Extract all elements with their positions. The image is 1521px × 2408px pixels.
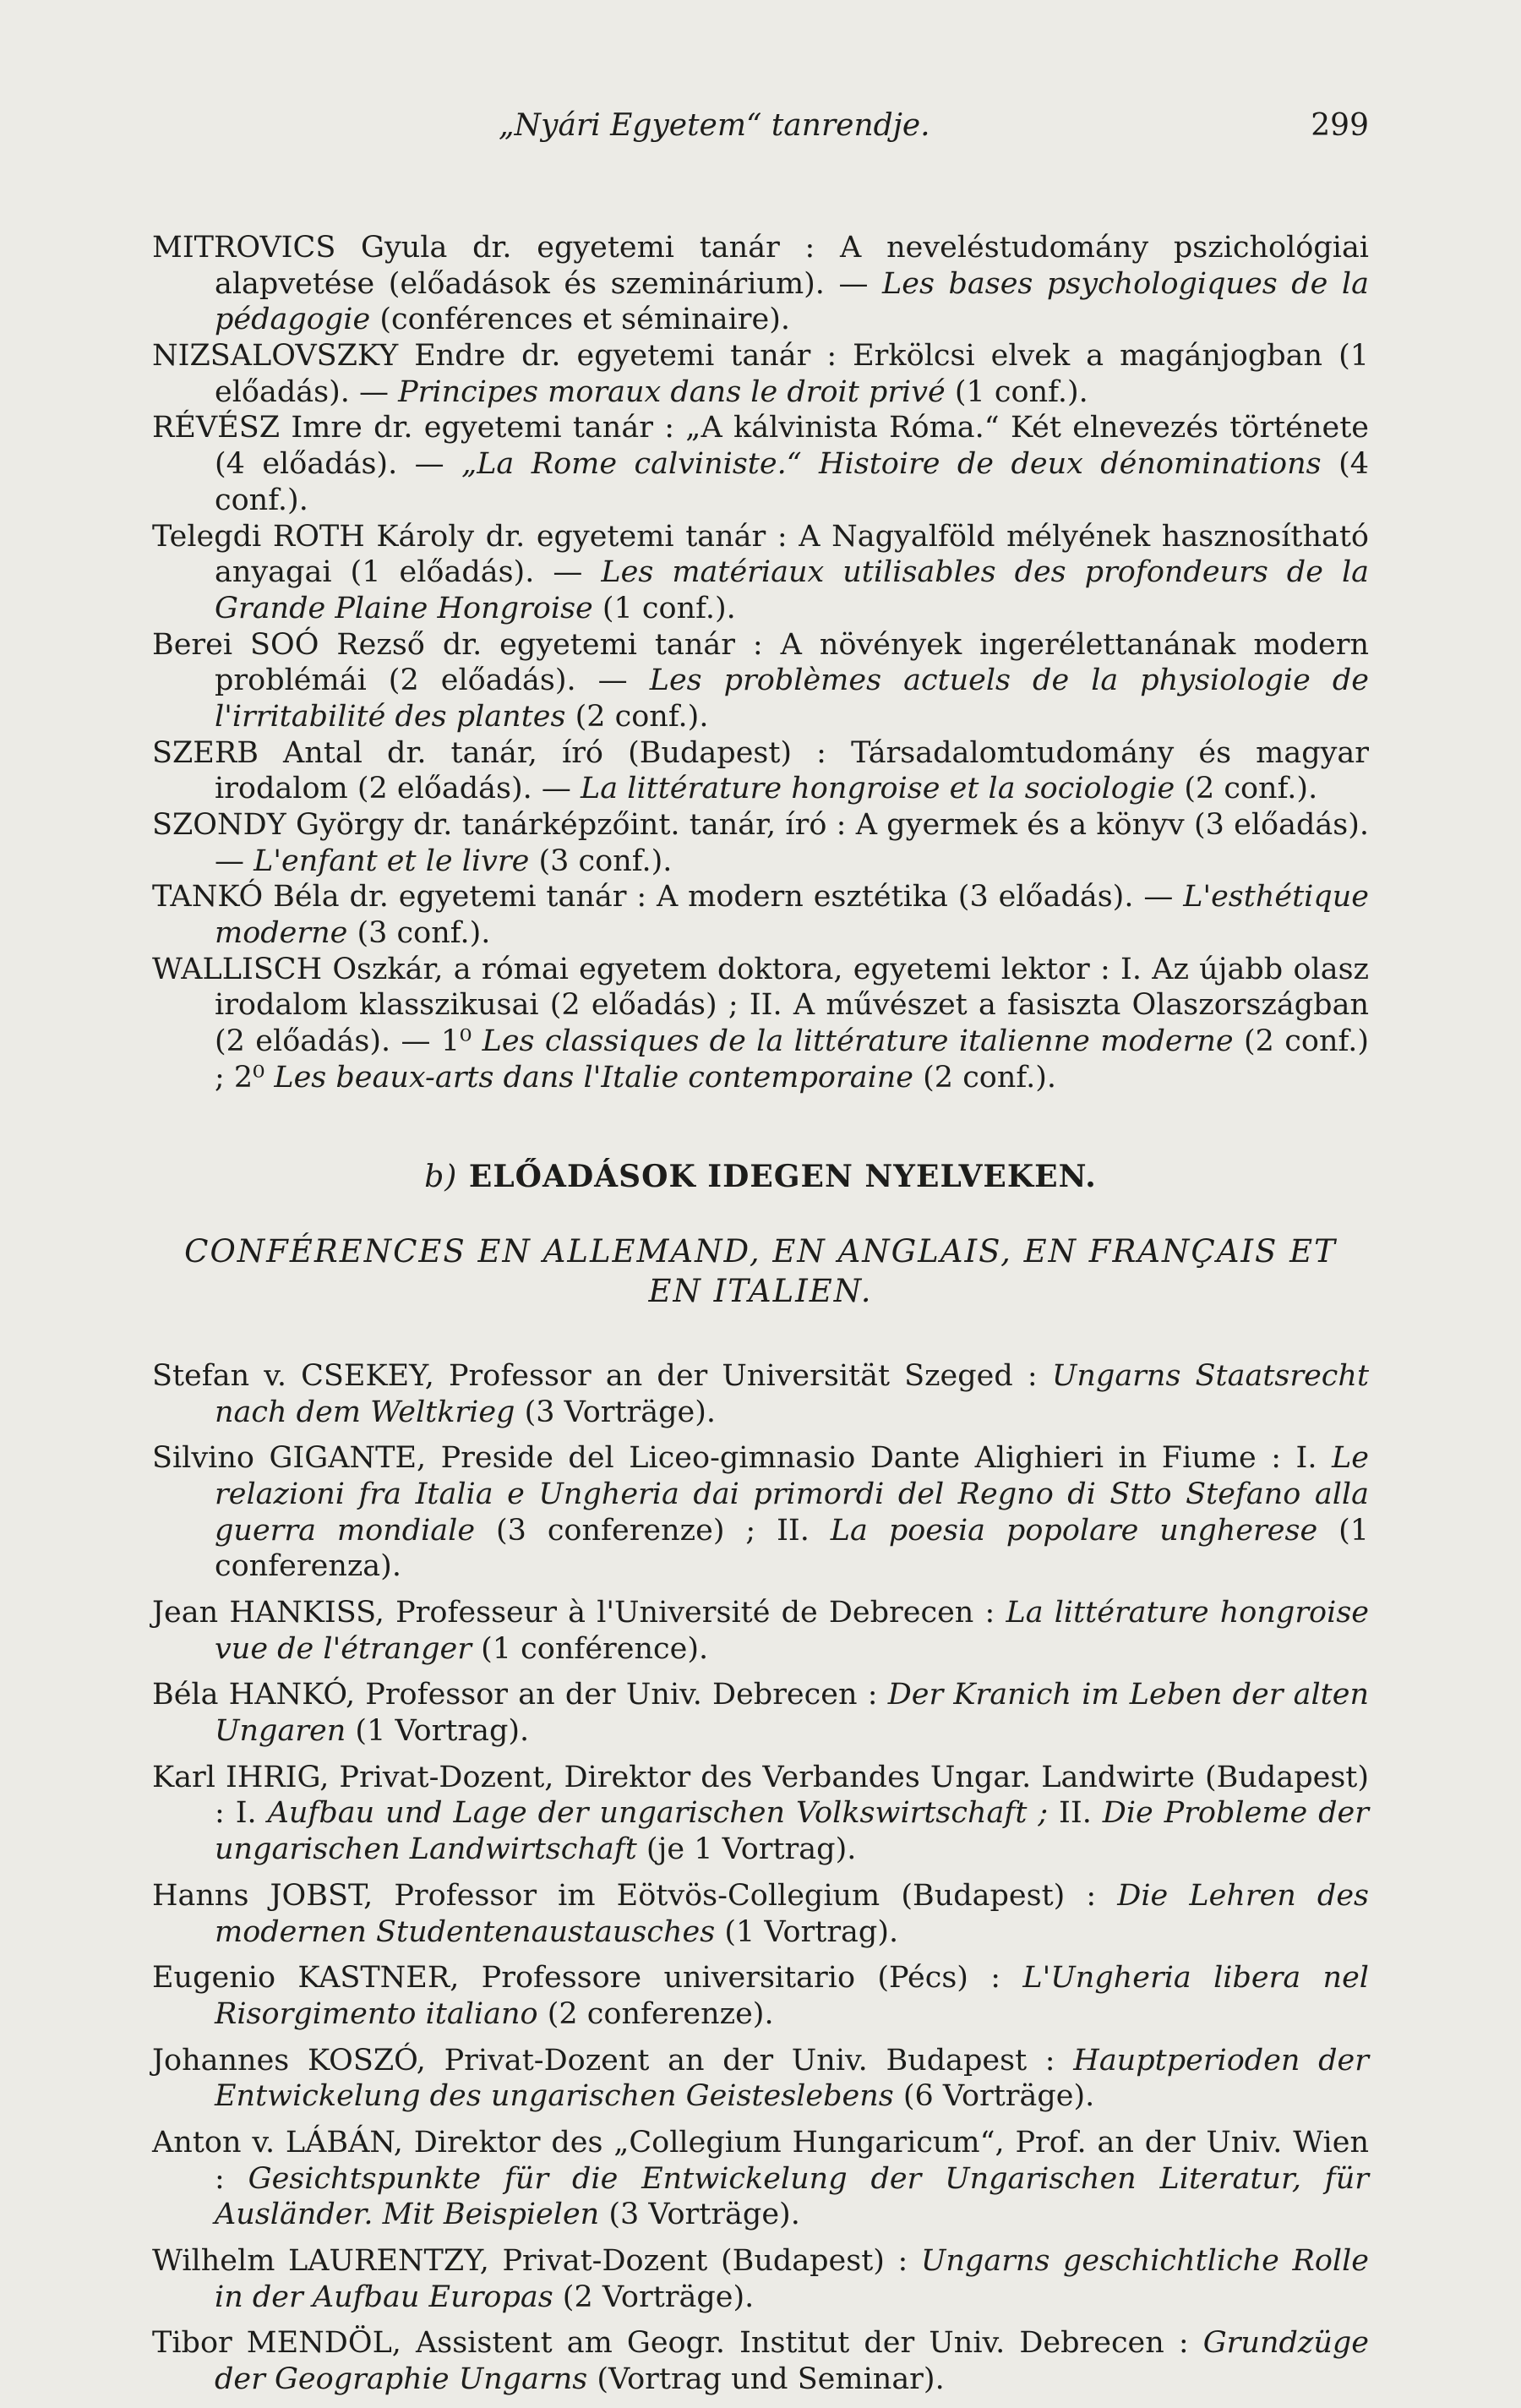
lecture-text: (conférences et séminaire).	[370, 303, 791, 337]
lecture-text: (3 conf.).	[529, 844, 673, 878]
lecture-text: NIZSALOVSZKY Endre dr. egyetemi tanár : Erkölcsi elvek a magánjogban (1 előadás). —	[152, 339, 1369, 409]
lecture-text: Tibor MENDÖL, Assistent am Geogr. Institut der Univ. Debrecen :	[152, 2326, 1203, 2361]
lecture-text: Jean HANKISS, Professeur à l'Université de Debrecen :	[152, 1596, 1006, 1630]
lecture-text: (3 Vorträge).	[599, 2198, 800, 2232]
lecture-title: „La Rome calviniste.“ Histoire de deux dénominations	[461, 447, 1322, 482]
lecture-entry	[152, 2243, 1369, 2315]
lecture-list-foreign	[152, 1358, 1369, 2398]
lecture-entry	[152, 627, 1369, 735]
lecture-title: Les beaux-arts dans l'Italie contemporaine	[274, 1060, 914, 1095]
lecture-text: Johannes KOSZÓ, Privat-Dozent an der Univ. Budapest :	[152, 2043, 1074, 2078]
section-title: ELŐADÁSOK IDEGEN NYELVEKEN.	[468, 1158, 1097, 1194]
running-head: „Nyári Egyetem“ tanrendje.	[499, 108, 930, 143]
lecture-title: La poesia popolare ungherese	[830, 1513, 1318, 1548]
lecture-entry	[152, 1677, 1369, 1749]
section-heading	[152, 1159, 1369, 1196]
lecture-title: Les problèmes actuels de la physiologie de l'irritabilité des plantes	[215, 663, 1369, 734]
lecture-text: Eugenio KASTNER, Professore universitario (Pécs) :	[152, 1961, 1023, 1996]
lecture-entry	[152, 2125, 1369, 2233]
lecture-entry	[152, 1960, 1369, 2032]
lecture-title: Grundzüge der Geographie Ungarns	[215, 2326, 1369, 2397]
lecture-text: (je 1 Vortrag).	[636, 1832, 857, 1867]
lecture-entry	[152, 879, 1369, 951]
lecture-entry	[152, 230, 1369, 338]
lecture-text: Berei SOÓ Rezső dr. egyetemi tanár : A növények ingerélettanának modern problémái (2 előadás). —	[152, 627, 1369, 698]
lecture-title: Les matériaux utilisables des profondeurs de la Grande Plaine Hongroise	[215, 555, 1370, 625]
lecture-title: Aufbau und Lage der ungarischen Volkswirtschaft ;	[267, 1796, 1049, 1831]
lecture-text: SZERB Antal dr. tanár, író (Budapest) : Társadalomtudomány és magyar irodalom (2 előadás). —	[152, 735, 1369, 806]
lecture-title: Ungarns Staatsrecht nach dem Weltkrieg	[215, 1358, 1370, 1429]
lecture-text: RÉVÉSZ Imre dr. egyetemi tanár : „A kálvinista Róma.“ Két elnevezés története (4 előadás). —	[152, 411, 1369, 482]
lecture-text: Béla HANKÓ, Professor an der Univ. Debrecen :	[152, 1678, 888, 1712]
page-number: 299	[1311, 108, 1369, 143]
lecture-entry	[152, 1878, 1369, 1950]
lecture-entry	[152, 2325, 1369, 2397]
section-letter: b)	[424, 1159, 458, 1194]
lecture-title: Gesichtspunkte für die Entwickelung der Ungarischen Literatur, für Ausländer. Mit Beispielen	[215, 2161, 1370, 2232]
lecture-title: Le relazioni fra Italia e Ungheria dai primordi del Regno di Stto Stefano alla guerra mondiale	[215, 1441, 1369, 1548]
lecture-text: WALLISCH Oszkár, a római egyetem doktora, egyetemi lektor : I. Az újabb olasz irodalom klasszikusai (2 előadás) ; II. A művészet a fasiszta Olaszországban (2 előadás). — 1⁰	[152, 952, 1369, 1059]
lecture-text: TANKÓ Béla dr. egyetemi tanár : A modern esztétika (3 előadás). —	[152, 880, 1184, 915]
lecture-text: Wilhelm LAURENTZY, Privat-Dozent (Budapest) :	[152, 2244, 921, 2279]
lecture-text: Hanns JOBST, Professor im Eötvös-Collegium (Budapest) :	[152, 1878, 1118, 1913]
lecture-text: (6 Vorträge).	[893, 2079, 1095, 2114]
lecture-title: L'esthétique moderne	[215, 880, 1369, 951]
lecture-entry	[152, 338, 1369, 410]
lecture-text: (3 conf.).	[347, 916, 491, 951]
section-subtitle: CONFÉRENCES EN ALLEMAND, EN ANGLAIS, EN FRANÇAIS ET EN ITALIEN.	[184, 1233, 1337, 1309]
lecture-text: II.	[1048, 1796, 1103, 1831]
lecture-entry	[152, 1440, 1369, 1585]
lecture-title: L'Ungheria libera nel Risorgimento italiano	[215, 1961, 1370, 2031]
lecture-text: (1 Vortrag).	[346, 1714, 530, 1749]
lecture-text: (1 conferenza).	[215, 1513, 1370, 1584]
lecture-entry	[152, 735, 1369, 807]
lecture-entry	[152, 410, 1369, 518]
lecture-title: L'enfant et le livre	[254, 844, 530, 878]
lecture-entry	[152, 1760, 1369, 1868]
lecture-text: Anton v. LÁBÁN, Direktor des „Collegium Hungaricum“, Prof. an der Univ. Wien :	[152, 2125, 1369, 2196]
lecture-text: Stefan v. CSEKEY, Professor an der Universität Szeged :	[152, 1358, 1052, 1393]
lecture-text: Silvino GIGANTE, Preside del Liceo-gimnasio Dante Alighieri in Fiume : I.	[152, 1441, 1333, 1476]
lecture-text: (3 conferenze) ; II.	[475, 1513, 831, 1548]
lecture-text: (2 conf.) ; 2⁰	[215, 1024, 1369, 1095]
lecture-text: (1 conf.).	[592, 591, 736, 625]
lecture-text: Karl IHRIG, Privat-Dozent, Direktor des Verbandes Ungar. Landwirte (Budapest) : I.	[152, 1760, 1369, 1831]
lecture-text: (2 conferenze).	[537, 1996, 774, 2031]
lecture-entry	[152, 519, 1369, 627]
lecture-text: (4 conf.).	[215, 447, 1369, 517]
lecture-text: (1 Vortrag).	[715, 1914, 899, 1949]
lecture-title: Die Probleme der ungarischen Landwirtschaft	[215, 1796, 1369, 1867]
lecture-text: SZONDY György dr. tanárképzőint. tanár, író : A gyermek és a könyv (3 előadás). —	[152, 808, 1369, 878]
lecture-text: MITROVICS Gyula dr. egyetemi tanár : A neveléstudomány pszichológiai alapvetése (előadások és szeminárium). —	[152, 231, 1369, 301]
lecture-title: Principes moraux dans le droit privé	[398, 374, 946, 409]
lecture-text: (2 conf.).	[913, 1060, 1057, 1095]
lecture-text: (2 Vorträge).	[553, 2280, 755, 2314]
lecture-title: Die Lehren des modernen Studentenaustausches	[215, 1878, 1369, 1949]
lecture-entry	[152, 2043, 1369, 2115]
page-header	[152, 108, 1369, 159]
lecture-title: Ungarns geschichtliche Rolle in der Aufbau Europas	[215, 2244, 1369, 2314]
lecture-title: La littérature hongroise et la sociologie	[581, 772, 1175, 806]
lecture-text: Telegdi ROTH Károly dr. egyetemi tanár : A Nagyalföld mélyének hasznosítható anyagai (1 előadás). —	[152, 519, 1369, 590]
lecture-text: (Vortrag und Seminar).	[587, 2362, 945, 2397]
lecture-text: (3 Vorträge).	[515, 1395, 717, 1429]
lecture-entry	[152, 807, 1369, 879]
lecture-entry	[152, 952, 1369, 1096]
lecture-title: Les classiques de la littérature italienne moderne	[482, 1024, 1234, 1059]
lecture-text: (1 conf.).	[945, 374, 1088, 409]
lecture-title: Der Kranich im Leben der alten Ungaren	[215, 1678, 1369, 1749]
lecture-title: Les bases psychologiques de la pédagogie	[215, 266, 1369, 337]
lecture-entry	[152, 1358, 1369, 1430]
lecture-title: Hauptperioden der Entwickelung des ungarischen Geisteslebens	[215, 2043, 1370, 2114]
lecture-list-hungarian	[152, 230, 1369, 1096]
lecture-title: La littérature hongroise vue de l'étranger	[215, 1596, 1369, 1666]
lecture-text: (1 conférence).	[471, 1631, 709, 1666]
lecture-entry	[152, 1595, 1369, 1667]
lecture-text: (2 conf.).	[565, 699, 709, 734]
lecture-text: (2 conf.).	[1175, 772, 1318, 806]
page-content	[152, 230, 1369, 2408]
